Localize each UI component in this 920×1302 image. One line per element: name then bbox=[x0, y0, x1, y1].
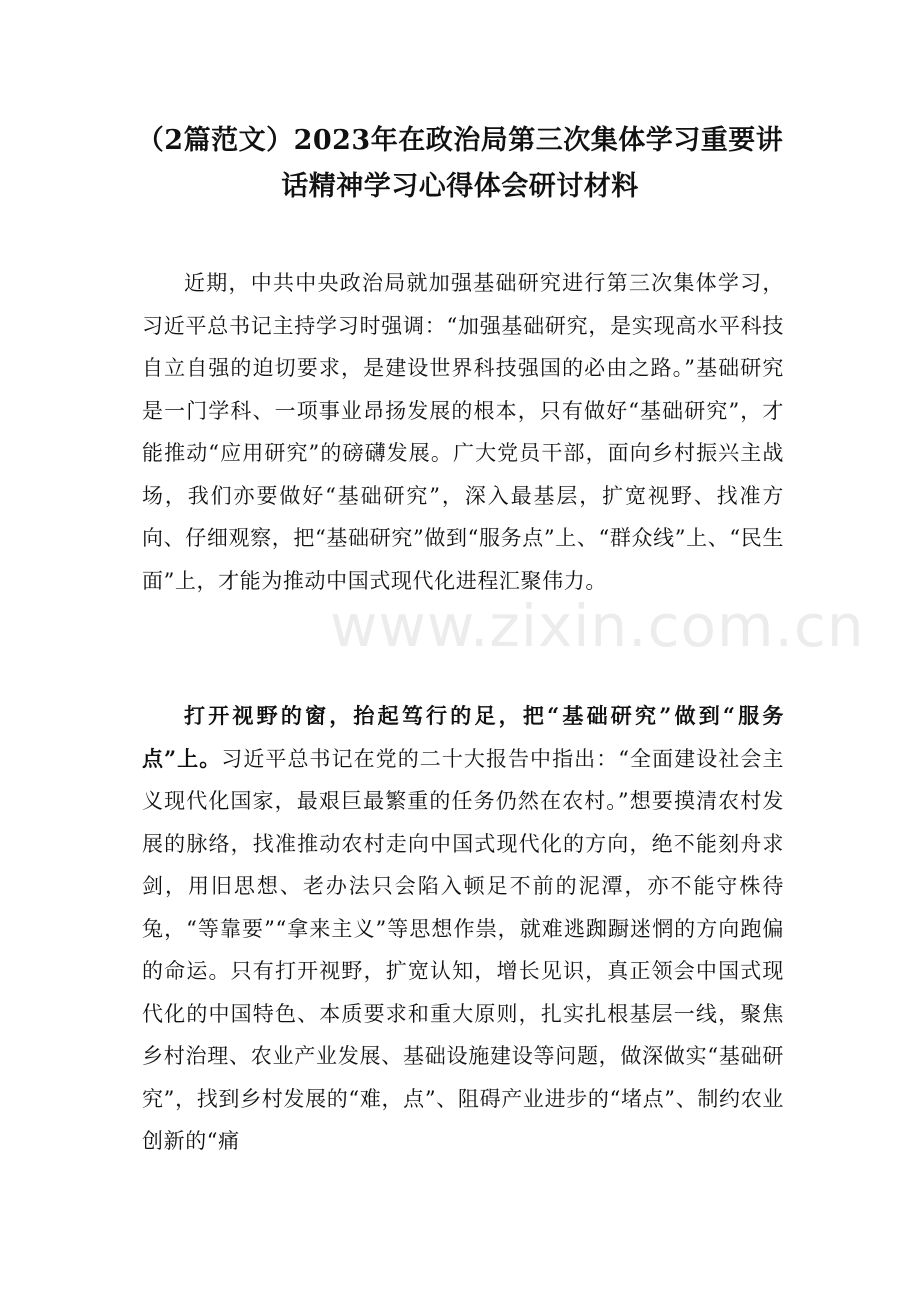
document-title bbox=[130, 118, 790, 210]
title-line-2: 话精神学习心得体会研讨材料 bbox=[281, 171, 639, 202]
watermark: www.zixin.com.cn bbox=[330, 592, 865, 660]
paragraph-2 bbox=[142, 695, 784, 1163]
paragraph-2-lead: 打开视野的窗，抬起笃行的足，把“基础研究”做到“服务点”上。 bbox=[142, 703, 784, 771]
title-line-1: （2篇范文）2023年在政治局第三次集体学习重要讲 bbox=[136, 125, 784, 156]
paragraph-1: 近期，中共中央政治局就加强基础研究进行第三次集体学习，习近平总书记主持学习时强调：“加强基础研究，是实现高水平科技自立自强的迫切要求，是建设世界科技强国的必由之路。”基础研究是一门学科、一项事业昂扬发展的根本，只有做好“基础研究”，才能推动“应用研究”的磅礴发展。广大党员干部，面向乡村振兴主战场，我们亦要做好“基础研究”，深入最基层，扩宽视野、找准方向、仔细观察，把“基础研究”做到“服务点”上、“群众线”上、“民生面”上，才能为推动中国式现代化进程汇聚伟力。 bbox=[142, 271, 784, 593]
paragraph-2-body: 习近平总书记在党的二十大报告中指出：“全面建设社会主义现代化国家，最艰巨最繁重的任务仍然在农村。”想要摸清农村发展的脉络，找准推动农村走向中国式现代化的方向，绝不能刻舟求剑，用旧思想、老办法只会陷入顿足不前的泥潭，亦不能守株待兔，“等靠要”“拿来主义”等思想作祟，就难逃踟蹰迷惘的方向跑偏的命运。只有打开视野，扩宽认知，增长见识，真正领会中国式现代化的中国特色、本质要求和重大原则，扎实扎根基层一线，聚焦乡村治理、农业产业发展、基础设施建设等问题，做深做实“基础研究”，找到乡村发展的“难，点”、阻碍产业进步的“堵点”、制约农业创新的“痛 bbox=[142, 746, 784, 1153]
